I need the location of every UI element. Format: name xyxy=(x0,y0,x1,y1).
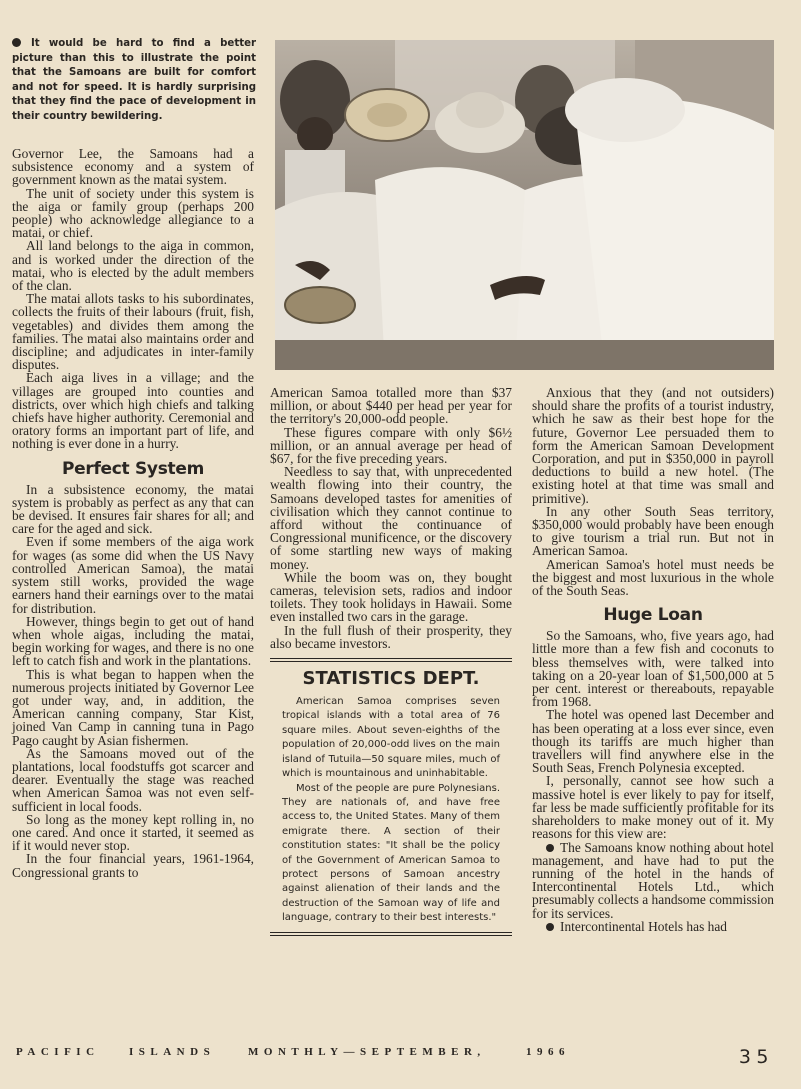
paragraph: In a subsistence economy, the matai system is probably as perfect as any that can be devised. It ensures fair shares for all; and care for the aged and sick. xyxy=(12,481,254,537)
paragraph: These figures compare with only $6½ million, or an annual average per head of $67, for the five preceding years. xyxy=(270,424,512,467)
stats-box-text xyxy=(270,695,512,926)
paragraph: Needless to say that, with unprecedented wealth flowing into their country, the Samoans developed tastes for amenities of civilisation which they cannot continue to afford without the continuance of Congressional munificence, or the discovery of some startling new ways of making money. xyxy=(270,464,512,572)
column-1 xyxy=(12,147,254,879)
photo-caption: It would be hard to find a better picture than this to illustrate the point that the Samoans are built for comfort and not for speed. It is hardly surprising that they find the pace of development in their country bewildering. xyxy=(12,38,256,122)
paragraph: While the boom was on, they bought cameras, television sets, radios and indoor toilets. They took holidays in Hawaii. Some even installed two cars in the garage. xyxy=(270,569,512,625)
column-3-text-a xyxy=(532,386,774,597)
photo-illustration xyxy=(275,40,774,370)
footer-year: 1966 xyxy=(526,1046,570,1058)
paragraph: In the full flush of their prosperity, they also became investors. xyxy=(270,622,512,651)
stats-box-bottom-rule xyxy=(270,932,512,936)
stats-box-top-rule xyxy=(270,658,512,662)
column-3-text-b xyxy=(532,629,774,933)
bullet-item: Intercontinental Hotels has had xyxy=(532,920,774,933)
paragraph: American Samoa totalled more than $37 million, or about $440 per head per year for the territory's 20,000-odd people. xyxy=(270,385,512,427)
paragraph: So the Samoans, who, five years ago, had little more than a few fish and coconuts to bless themselves with, were talked into taking on a 20-year loan of $1,500,000 at 5 per cent. interest or thereabouts, repayable from 1968. xyxy=(532,628,774,710)
column-2-text xyxy=(270,386,512,650)
page-number: 35 xyxy=(738,1046,774,1068)
section-heading: Huge Loan xyxy=(603,605,703,626)
bullet-item: The Samoans know nothing about hotel management, and have had to put the running of the hotel in the hands of Intercontinental Hotels Ltd., which presumably collects a handsome commission for its services. xyxy=(532,839,774,921)
column-1-text-b xyxy=(12,483,254,879)
bullet-icon xyxy=(546,923,554,931)
paragraph: As the Samoans moved out of the plantations, local foodstuffs got scarcer and dearer. Eventually the stage was reached when American Samoa was not even self-sufficient in local foods. xyxy=(12,745,254,814)
paragraph: However, things begin to get out of hand when whole aigas, including the matai, begin working for wages, and there is no one left to catch fish and work in the plantations. xyxy=(12,613,254,669)
column-1-text-a xyxy=(12,147,254,451)
paragraph: So long as the money kept rolling in, no one cared. And once it started, it seemed as if it would never stop. xyxy=(12,811,254,854)
footer-islands: ISLANDS xyxy=(129,1046,216,1058)
paragraph: This is what began to happen when the numerous projects initiated by Governor Lee got under way, and, in addition, the American canning company, Star Kist, joined Van Camp in canning tuna in Pago Pago caught by Asian fishermen. xyxy=(12,666,254,748)
paragraph: The matai allots tasks to his subordinates, collects the fruits of their labours (fruit, fish, vegetables) and divides them among the families. The matai also maintains order and discipline; and adjudicates in inter-family disputes. xyxy=(12,291,254,373)
paragraph: Governor Lee, the Samoans had a subsistence economy and a system of government known as the matai system. xyxy=(12,146,254,188)
paragraph: The unit of society under this system is the aiga or family group (perhaps 200 people) who acknowledge allegiance to a matai, or chief. xyxy=(12,185,254,241)
paragraph: Most of the people are pure Polynesians. They are nationals of, and have free access to, the United States. Many of them emigrate there. A section of their constitution states: "It shall be the policy of the Government of American Samoa to protect persons of Samoan ancestry against alienation of their lands and the destruction of the Samoan way of life and language, contrary to their best interests." xyxy=(282,782,500,924)
section-heading: Perfect System xyxy=(61,458,205,479)
page-footer xyxy=(16,1042,776,1066)
paragraph: In the four financial years, 1961-1964, Congressional grants to xyxy=(12,851,254,880)
paragraph: I, personally, cannot see how such a massive hotel is ever likely to pay for itself, far less be made sufficiently profitable for its shareholders to make money out of it. My reasons for this view are: xyxy=(532,773,774,842)
paragraph: Anxious that they (and not outsiders) should share the profits of a tourist industry, which he saw as their best hope for the future, Governor Lee persuaded them to form the American Samoan Development Corporation, and put in $350,000 in payroll deductions to build a new hotel. (The existing hotel at that time was small and primitive). xyxy=(532,385,774,506)
column-3 xyxy=(532,386,774,933)
paragraph: American Samoa comprises seven tropical islands with a total area of 76 square miles. About seven-eighths of the population of 20,000-odd lives on the main island of Tutuila—50 square miles, much of which is mountainous and uninhabitable. xyxy=(282,696,500,780)
paragraph: In any other South Seas territory, $350,000 would probably have been enough to give tourism a trial run. But not in American Samoa. xyxy=(532,503,774,559)
bullet-icon xyxy=(12,38,21,47)
paragraph: The hotel was opened last December and has been operating at a loss ever since, even though its tariffs are much higher than travellers will find anywhere else in the South Seas, French Polynesia excepted. xyxy=(532,707,774,776)
photograph-samoans xyxy=(275,40,774,370)
bullet-icon xyxy=(546,844,554,852)
footer-monthly-september: MONTHLY—SEPTEMBER, xyxy=(248,1046,486,1058)
paragraph: Even if some members of the aiga work for wages (as some did when the US Navy controlled American Samoa), the matai system still works, provided the wage earners hand their earnings over to the matai for distribution. xyxy=(12,534,254,616)
paragraph: American Samoa's hotel must needs be the biggest and most luxurious in the whole of the South Seas. xyxy=(532,556,774,599)
paragraph: All land belongs to the aiga in common, and is worked under the direction of the matai, who is elected by the adult members of the clan. xyxy=(12,238,254,294)
footer-pacific: PACIFIC xyxy=(16,1046,100,1058)
paragraph: Each aiga lives in a village; and the villages are grouped into counties and districts, over which high chiefs and talking chiefs have higher authority. Ceremonial and oratory forms an important part of life, and nothing is ever done in a hurry. xyxy=(12,370,254,452)
stats-box-title: STATISTICS DEPT. xyxy=(302,668,480,690)
column-2 xyxy=(270,386,512,936)
